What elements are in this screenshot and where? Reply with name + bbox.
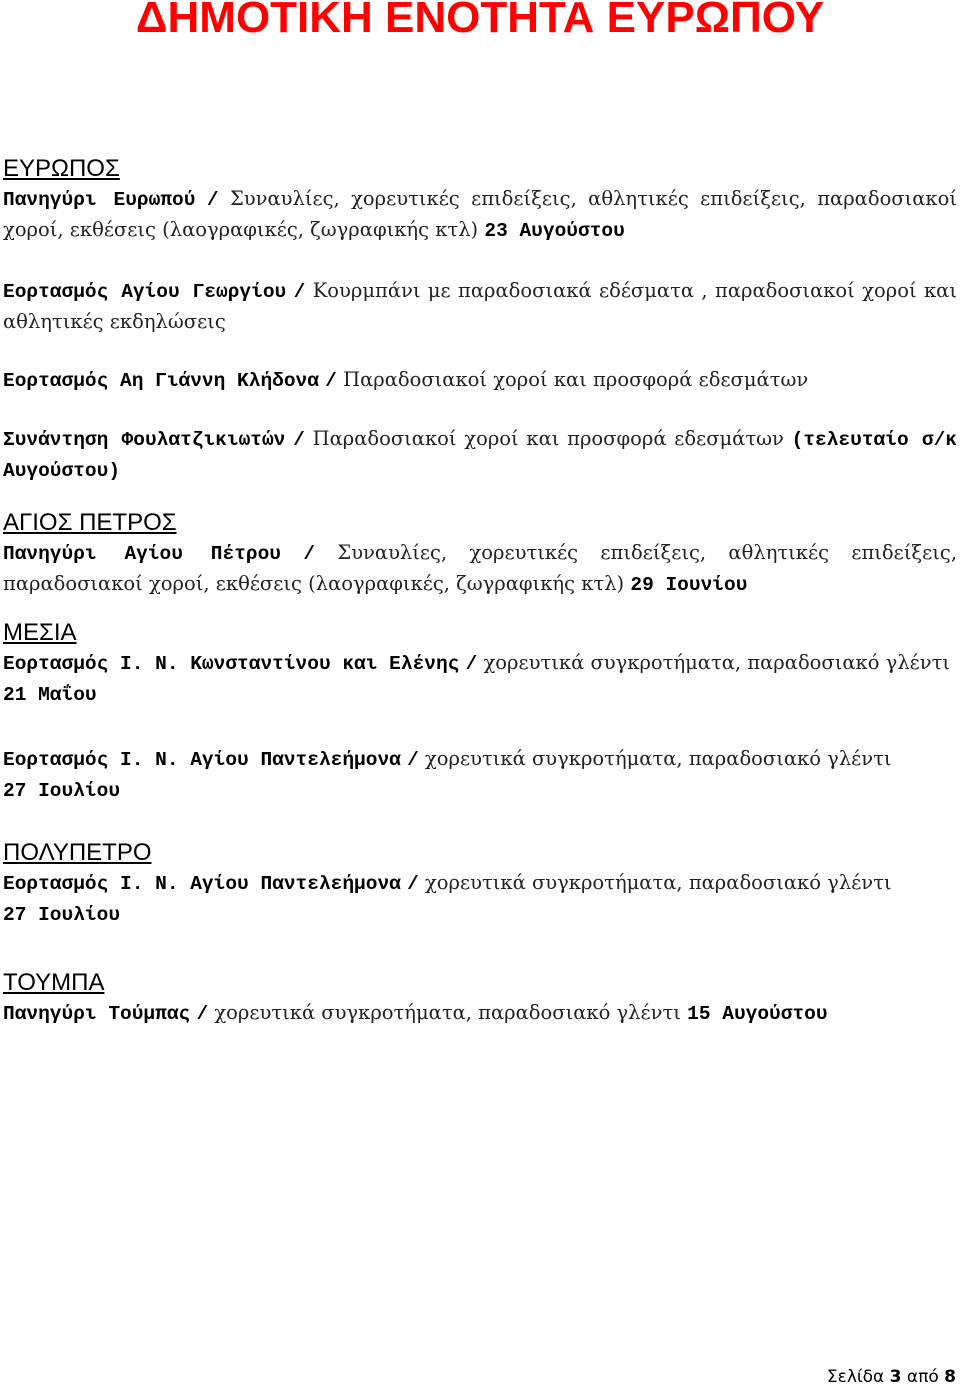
page-of-label: από <box>906 1367 939 1387</box>
current-page-number: 3 <box>889 1367 902 1387</box>
page-label: Σελίδα <box>826 1367 885 1387</box>
separator: / <box>293 281 306 303</box>
event-entry <box>3 184 957 246</box>
event-description: Συναυλίες, χορευτικές επιδείξεις, αθλητικές επιδείξεις, παραδοσιακοί χοροί, εκθέσεις (λαογραφικές, ζωγραφικής κτλ) <box>3 541 958 595</box>
page-number-footer <box>827 1366 956 1388</box>
event-entry <box>3 276 957 337</box>
event-entry <box>3 424 957 486</box>
event-date: 15 Αυγούστου <box>687 1003 828 1025</box>
page-title: ΔΗΜΟΤΙΚΗ ΕΝΟΤΗΤΑ ΕΥΡΩΠΟΥ <box>135 0 825 42</box>
event-name: Πανηγύρι Αγίου Πέτρου <box>3 543 282 565</box>
section-heading-evropos: ΕΥΡΩΠΟΣ <box>3 155 120 182</box>
event-description: χορευτικά συγκροτήματα, παραδοσιακό γλέντι <box>483 651 951 674</box>
event-date: 21 Μαΐου <box>3 684 97 706</box>
event-date: 23 Αυγούστου <box>484 220 625 242</box>
event-description: Παραδοσιακοί χοροί και προσφορά εδεσμάτων <box>343 368 809 391</box>
separator: / <box>196 1003 209 1025</box>
document-body <box>3 154 957 1029</box>
event-date: (τελευταίο σ/κ Αυγούστου) <box>3 429 957 482</box>
event-name: Πανηγύρι Ευρωπού <box>3 189 196 211</box>
event-name: Εορτασμός Αη Γιάννη Κλήδονα <box>3 370 319 392</box>
event-date: 27 Ιουλίου <box>3 904 121 926</box>
event-entry <box>3 744 957 806</box>
event-entry <box>3 365 957 396</box>
event-name: Εορτασμός Ι. Ν. Κωνσταντίνου και Ελένης <box>3 653 460 675</box>
event-description: Κουρμπάνι με παραδοσιακά εδέσματα , παραδοσιακοί χοροί και αθλητικές εκδηλώσεις <box>3 279 957 333</box>
event-date: 27 Ιουλίου <box>3 780 121 802</box>
event-entry <box>3 998 957 1029</box>
separator: / <box>325 370 337 392</box>
event-description: χορευτικά συγκροτήματα, παραδοσιακό γλέντι <box>424 871 892 894</box>
section-heading-agios-petros: ΑΓΙΟΣ ΠΕΤΡΟΣ <box>3 509 177 536</box>
separator: / <box>407 873 419 895</box>
event-description: χορευτικά συγκροτήματα, παραδοσιακό γλέντι <box>424 747 892 770</box>
section-heading-mesia: ΜΕΣΙΑ <box>3 619 77 646</box>
total-pages-number: 8 <box>944 1367 956 1387</box>
section-heading-polypetro: ΠΟΛΥΠΕΤΡΟ <box>3 839 152 866</box>
separator: / <box>465 653 478 675</box>
event-description: Παραδοσιακοί χοροί και προσφορά εδεσμάτων <box>312 427 784 450</box>
event-description: χορευτικά συγκροτήματα, παραδοσιακό γλέντι <box>214 1001 681 1024</box>
section-heading-toumpa: ΤΟΥΜΠΑ <box>3 969 105 996</box>
event-entry <box>3 868 957 930</box>
separator: / <box>407 749 419 771</box>
event-name: Εορτασμός Ι. Ν. Αγίου Παντελεήμονα <box>3 873 401 895</box>
event-entry <box>3 648 957 710</box>
separator: / <box>293 429 305 451</box>
event-name: Εορτασμός Αγίου Γεωργίου <box>3 281 287 303</box>
event-date: 29 Ιουνίου <box>630 574 748 596</box>
event-entry <box>3 538 957 600</box>
separator: / <box>206 189 219 211</box>
event-name: Εορτασμός Ι. Ν. Αγίου Παντελεήμονα <box>3 749 401 771</box>
event-name: Πανηγύρι Τούμπας <box>3 1003 191 1025</box>
event-description: Συναυλίες, χορευτικές επιδείξεις, αθλητικές επιδείξεις, παραδοσιακοί χοροί, εκθέσεις (λαογραφικές, ζωγραφικής κτλ) <box>3 187 958 241</box>
separator: / <box>303 543 316 565</box>
event-name: Συνάντηση Φουλατζικιωτών <box>3 429 286 451</box>
